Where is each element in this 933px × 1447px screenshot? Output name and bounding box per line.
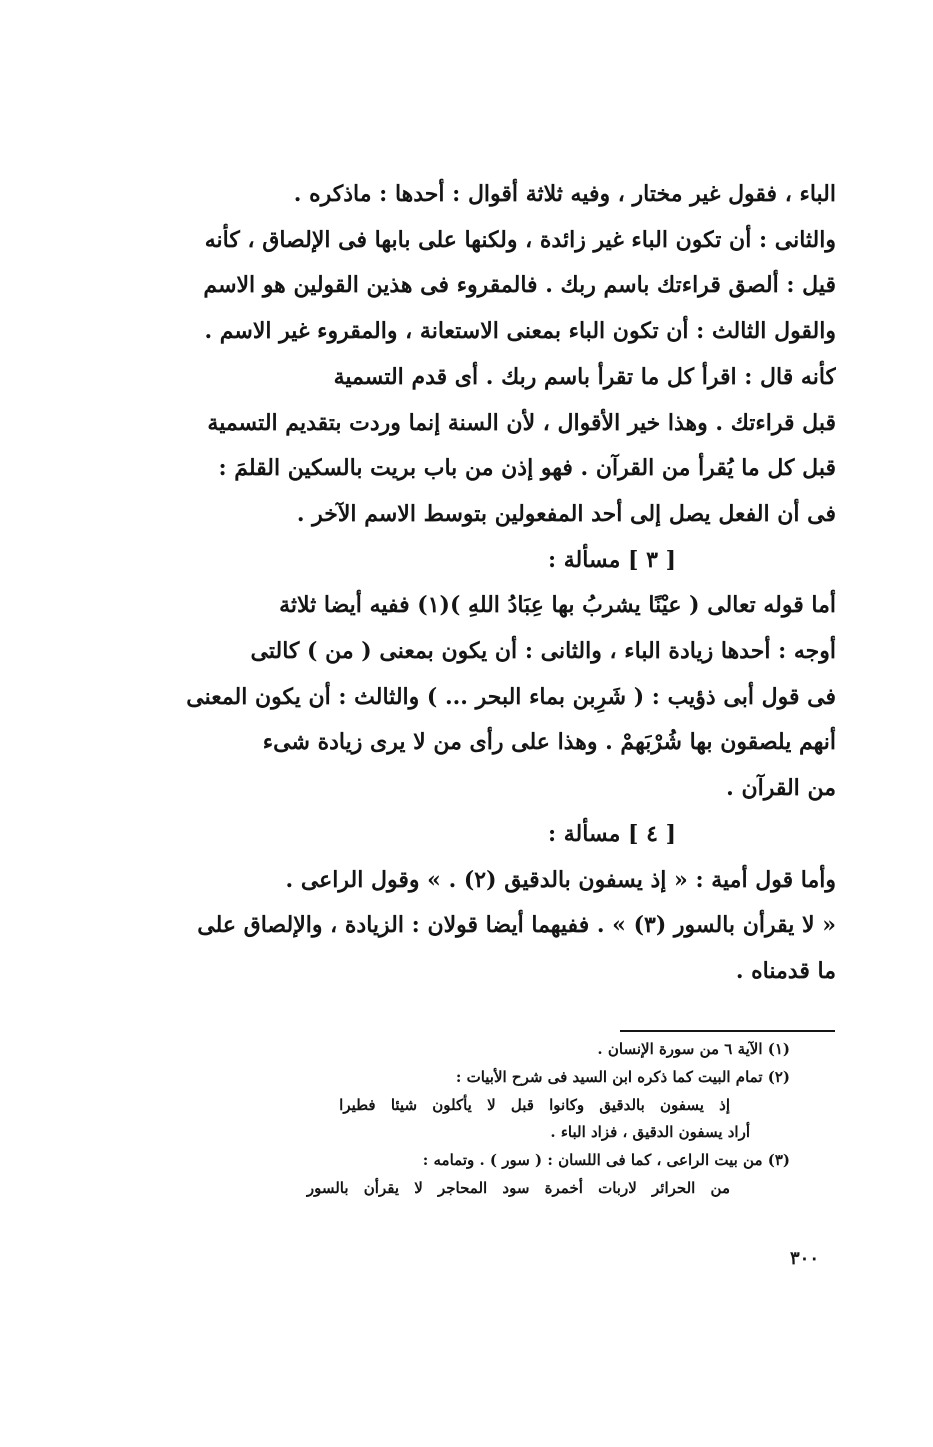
body-text (112, 172, 836, 995)
body-line-1: الباء ، فقول غير مختار ، وفيه ثلاثة أقوال : أحدها : ماذكره . (293, 181, 836, 207)
section-heading-3: [ ٣ ] مسألة : (547, 546, 676, 573)
footnote-2: (٢) تمام البيت كما ذكره ابن السيد فى شرح الأبيات : (455, 1067, 790, 1086)
footnote-3: (٣) من بيت الراعى ، كما فى اللسان : ( سور ) . وتمامه : (422, 1151, 790, 1170)
footnote-divider (620, 1030, 835, 1032)
body-line-10: أما قوله تعالى ( عيْنًا يشربُ بها عِبَادُ اللهِ )(١) ففيه أيضا ثلاثة (279, 592, 836, 619)
body-line-12: فى قول أبى ذؤيب : ( شَرِبن بماء البحر ... ) والثالث : أن يكون المعنى (186, 683, 836, 710)
body-line-18: ما قدمناه . (735, 957, 836, 984)
body-line-5: كأنه قال : اقرأ كل ما تقرأ باسم ربك . أى قدم التسمية (333, 363, 836, 390)
body-line-11: أوجه : أحدها زيادة الباء ، والثانى : أن يكون بمعنى ( من ) كالتى (250, 638, 836, 665)
body-line-6: قبل قراءتك . وهذا خير الأقوال ، لأن السنة إنما وردت بتقديم التسمية (207, 409, 836, 436)
footnote-1: (١) الآية ٦ من سورة الإنسان . (597, 1040, 790, 1058)
footnotes (150, 1036, 790, 1203)
body-line-3: قيل : ألصق قراءتك باسم ربك . فالمقروء فى هذين القولين هو الاسم (203, 272, 836, 299)
body-line-2: والثانى : أن تكون الباء غير زائدة ، ولكنها على بابها فى الإلصاق ، كأنه (204, 226, 836, 253)
body-line-7: قبل كل ما يُقرأ من القرآن . فهو إذن من باب بريت بالسكين القلمَ : (218, 455, 836, 482)
body-line-4: والقول الثالث : أن تكون الباء بمعنى الاستعانة ، والمقروء غير الاسم . (204, 318, 836, 345)
body-line-8: فى أن الفعل يصل إلى أحد المفعولين بتوسط الاسم الآخر . (296, 500, 836, 527)
body-line-13: أنهم يلصقون بها شُرْبَهمْ . وهذا على رأى من لا يرى زيادة شىء (262, 729, 836, 756)
section-heading-4: [ ٤ ] مسألة : (547, 820, 676, 847)
footnote-3-verse: من الحرائر لاربات أخمرة سود المحاجر لا يقرأن بالسور (306, 1178, 730, 1197)
footnote-2-verse: إذ يسفون بالدقيق وكانوا قبل لا يأكلون شيئا فطيرا (339, 1095, 730, 1114)
page-number: ٣٠٠ (790, 1248, 820, 1269)
footnote-2-note: أراد يسفون الدقيق ، فزاد الباء . (550, 1123, 750, 1142)
body-line-14: من القرآن . (726, 775, 836, 802)
body-line-16: وأما قول أمية : « إذ يسفون بالدقيق (٢) . » وقول الراعى . (285, 866, 836, 893)
body-line-17: « لا يقرأن بالسور (٣) » . ففيهما أيضا قولان : الزيادة ، والإلصاق على (197, 912, 836, 939)
